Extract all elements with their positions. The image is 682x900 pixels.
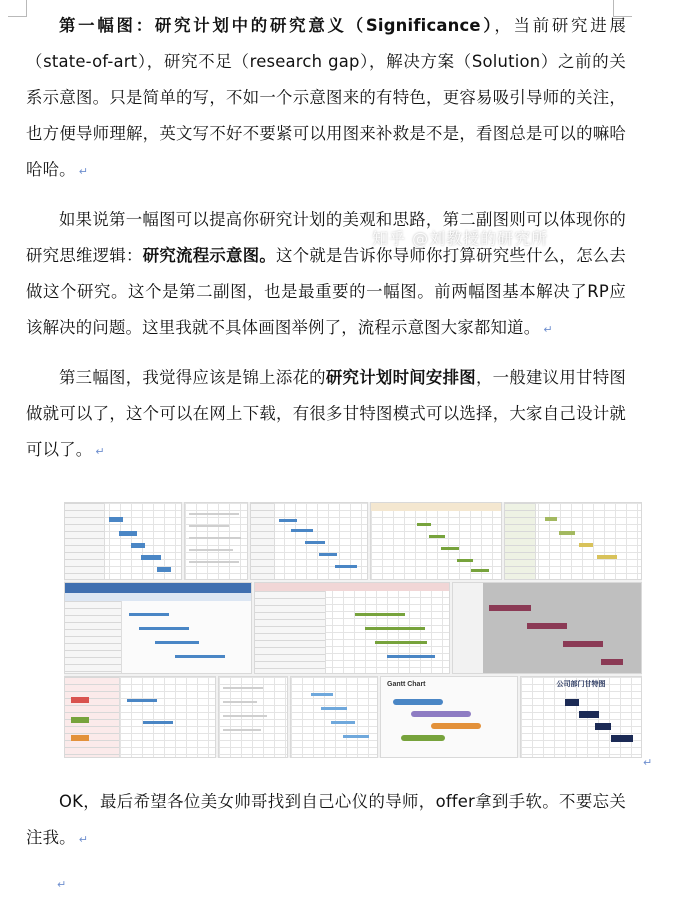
task-list-column [65,601,122,673]
gantt-bar [579,543,593,547]
gantt-bar [143,721,173,724]
gantt-bar [601,659,623,665]
bold-lead-significance: 第一幅图：研究计划中的研究意义（Significance） [59,16,495,35]
gantt-bar [119,531,137,536]
gantt-sheet-title: 公司部门甘特图 [556,680,606,688]
paragraph-text: OK，最后希望各位美女帅哥找到自己心仪的导师，offer拿到手软。不要忘关注我。 [26,792,626,847]
paragraph-mark-icon: ↵ [78,165,89,178]
text-line [189,549,233,551]
gantt-bar [355,613,405,616]
text-line [223,701,257,703]
gantt-bar [139,627,189,630]
gantt-bar [129,613,169,616]
gantt-bar [611,735,633,742]
gantt-bar [175,655,225,658]
gantt-thumbnail [290,676,378,758]
bold-timeline: 研究计划时间安排图 [325,368,476,387]
gantt-bar [319,553,337,556]
gantt-bar [401,735,445,741]
task-list-column [251,503,275,579]
gantt-bar [527,623,567,629]
gantt-chart-sample [380,676,518,758]
app-toolbar [65,593,251,601]
gantt-bar [109,517,123,522]
paragraph-mark-icon: ↵ [78,833,89,846]
gantt-thumbnail [64,582,252,674]
gantt-bar [131,543,145,548]
gantt-thumbnail [64,676,216,758]
gantt-thumbnail [370,502,502,580]
gantt-bar [343,735,369,738]
task-list-column [65,503,105,579]
gantt-thumbnail [250,502,368,580]
gantt-bar [331,721,355,724]
paragraph-mark-icon: ↵ [57,878,67,891]
gantt-bar [431,723,481,729]
gantt-collage-image [64,502,642,758]
gantt-bar [387,655,435,658]
gantt-bar [417,523,431,526]
app-toolbar [255,583,449,591]
paragraph-text: ，当前研究进展（state-of-art），研究不足（research gap），解决方案（Solution）之前的关系示意图。只是简单的写，不如一个示意图来的有特色，更容易吸引导师的关注，也方便导师理解，英文写不好不要紧可以用图来补救是不是，看图总是可以的嘛哈哈哈。 [26,16,626,179]
gantt-bar [489,605,531,611]
gantt-bar [579,711,599,718]
chart-header [371,503,501,511]
gantt-bar [393,699,443,705]
paragraph-mark-icon: ↵ [643,756,653,769]
gantt-bar [365,627,425,630]
gantt-thumbnail [504,502,642,580]
text-line [223,715,267,717]
task-list-column [255,591,326,673]
bold-flowchart: 研究流程示意图。 [142,246,277,265]
gantt-bar [597,555,617,559]
gantt-bar [559,531,575,535]
gantt-bar [141,555,161,560]
gantt-bar [457,559,473,562]
gantt-thumbnail [254,582,450,674]
gantt-bar [429,535,445,538]
text-line [189,537,241,539]
task-list-column [453,583,483,673]
text-line [223,687,263,689]
gantt-bar [563,641,603,647]
gantt-bar [291,529,313,532]
gantt-thumbnail [218,676,288,758]
gantt-bar [155,641,199,644]
gantt-bar [127,699,157,702]
text-line [189,525,229,527]
paragraph-closing [26,784,626,858]
closing-paragraph-block [26,784,626,858]
gantt-bar [335,565,357,568]
paragraph-flowchart [26,202,626,348]
status-bar [71,735,89,741]
page-corner-top-left [8,0,27,17]
status-bar [71,717,89,723]
gantt-bar [375,641,427,644]
paragraph-mark-icon: ↵ [543,323,553,336]
gantt-bar [305,541,325,544]
paragraph-text: 这个就是告诉你导师你打算研究些什么，怎么去做这个研究。这个是第二副图，也是最重要的一幅图。前两幅图基本解决了RP应该解决的问题。这里我就不具体画图举例了，流程示意图大家都知道。 [26,246,627,337]
gantt-bar [411,711,471,717]
gantt-bar [595,723,611,730]
gantt-bar [471,569,489,572]
paragraph-mark-icon: ↵ [95,445,105,458]
paragraph-text: 第三幅图，我觉得应该是锦上添花的 [59,368,326,387]
watermark: 知乎 @刘教授的研究所 [372,229,549,248]
gantt-bar [157,567,171,572]
paragraph-text: 如果说第一幅图可以提高你研究计划的美观和思路，第二副图则可以体现你的研究思维逻辑： [26,210,626,265]
text-line [189,513,239,515]
gantt-bar [545,517,557,521]
gantt-bar [441,547,459,550]
gantt-bar [321,707,347,710]
gantt-thumbnail [184,502,248,580]
gantt-chart-label: Gantt Chart [387,681,426,688]
gantt-bar [311,693,333,696]
paragraph-text: ，一般建议用甘特图做就可以了，这个可以在网上下载，有很多甘特图模式可以选择，大家自己设计就可以了。 [26,368,626,459]
gantt-thumbnail [520,676,642,758]
gantt-thumbnail [452,582,642,674]
gantt-bar [565,699,579,706]
task-list-column [505,503,536,579]
paragraph-timeline [26,360,626,470]
gantt-thumbnail [64,502,182,580]
gantt-bar [279,519,297,522]
text-line [223,729,261,731]
status-bar [71,697,89,703]
paragraph-significance [26,8,626,190]
text-line [189,561,239,563]
app-titlebar [65,583,251,593]
